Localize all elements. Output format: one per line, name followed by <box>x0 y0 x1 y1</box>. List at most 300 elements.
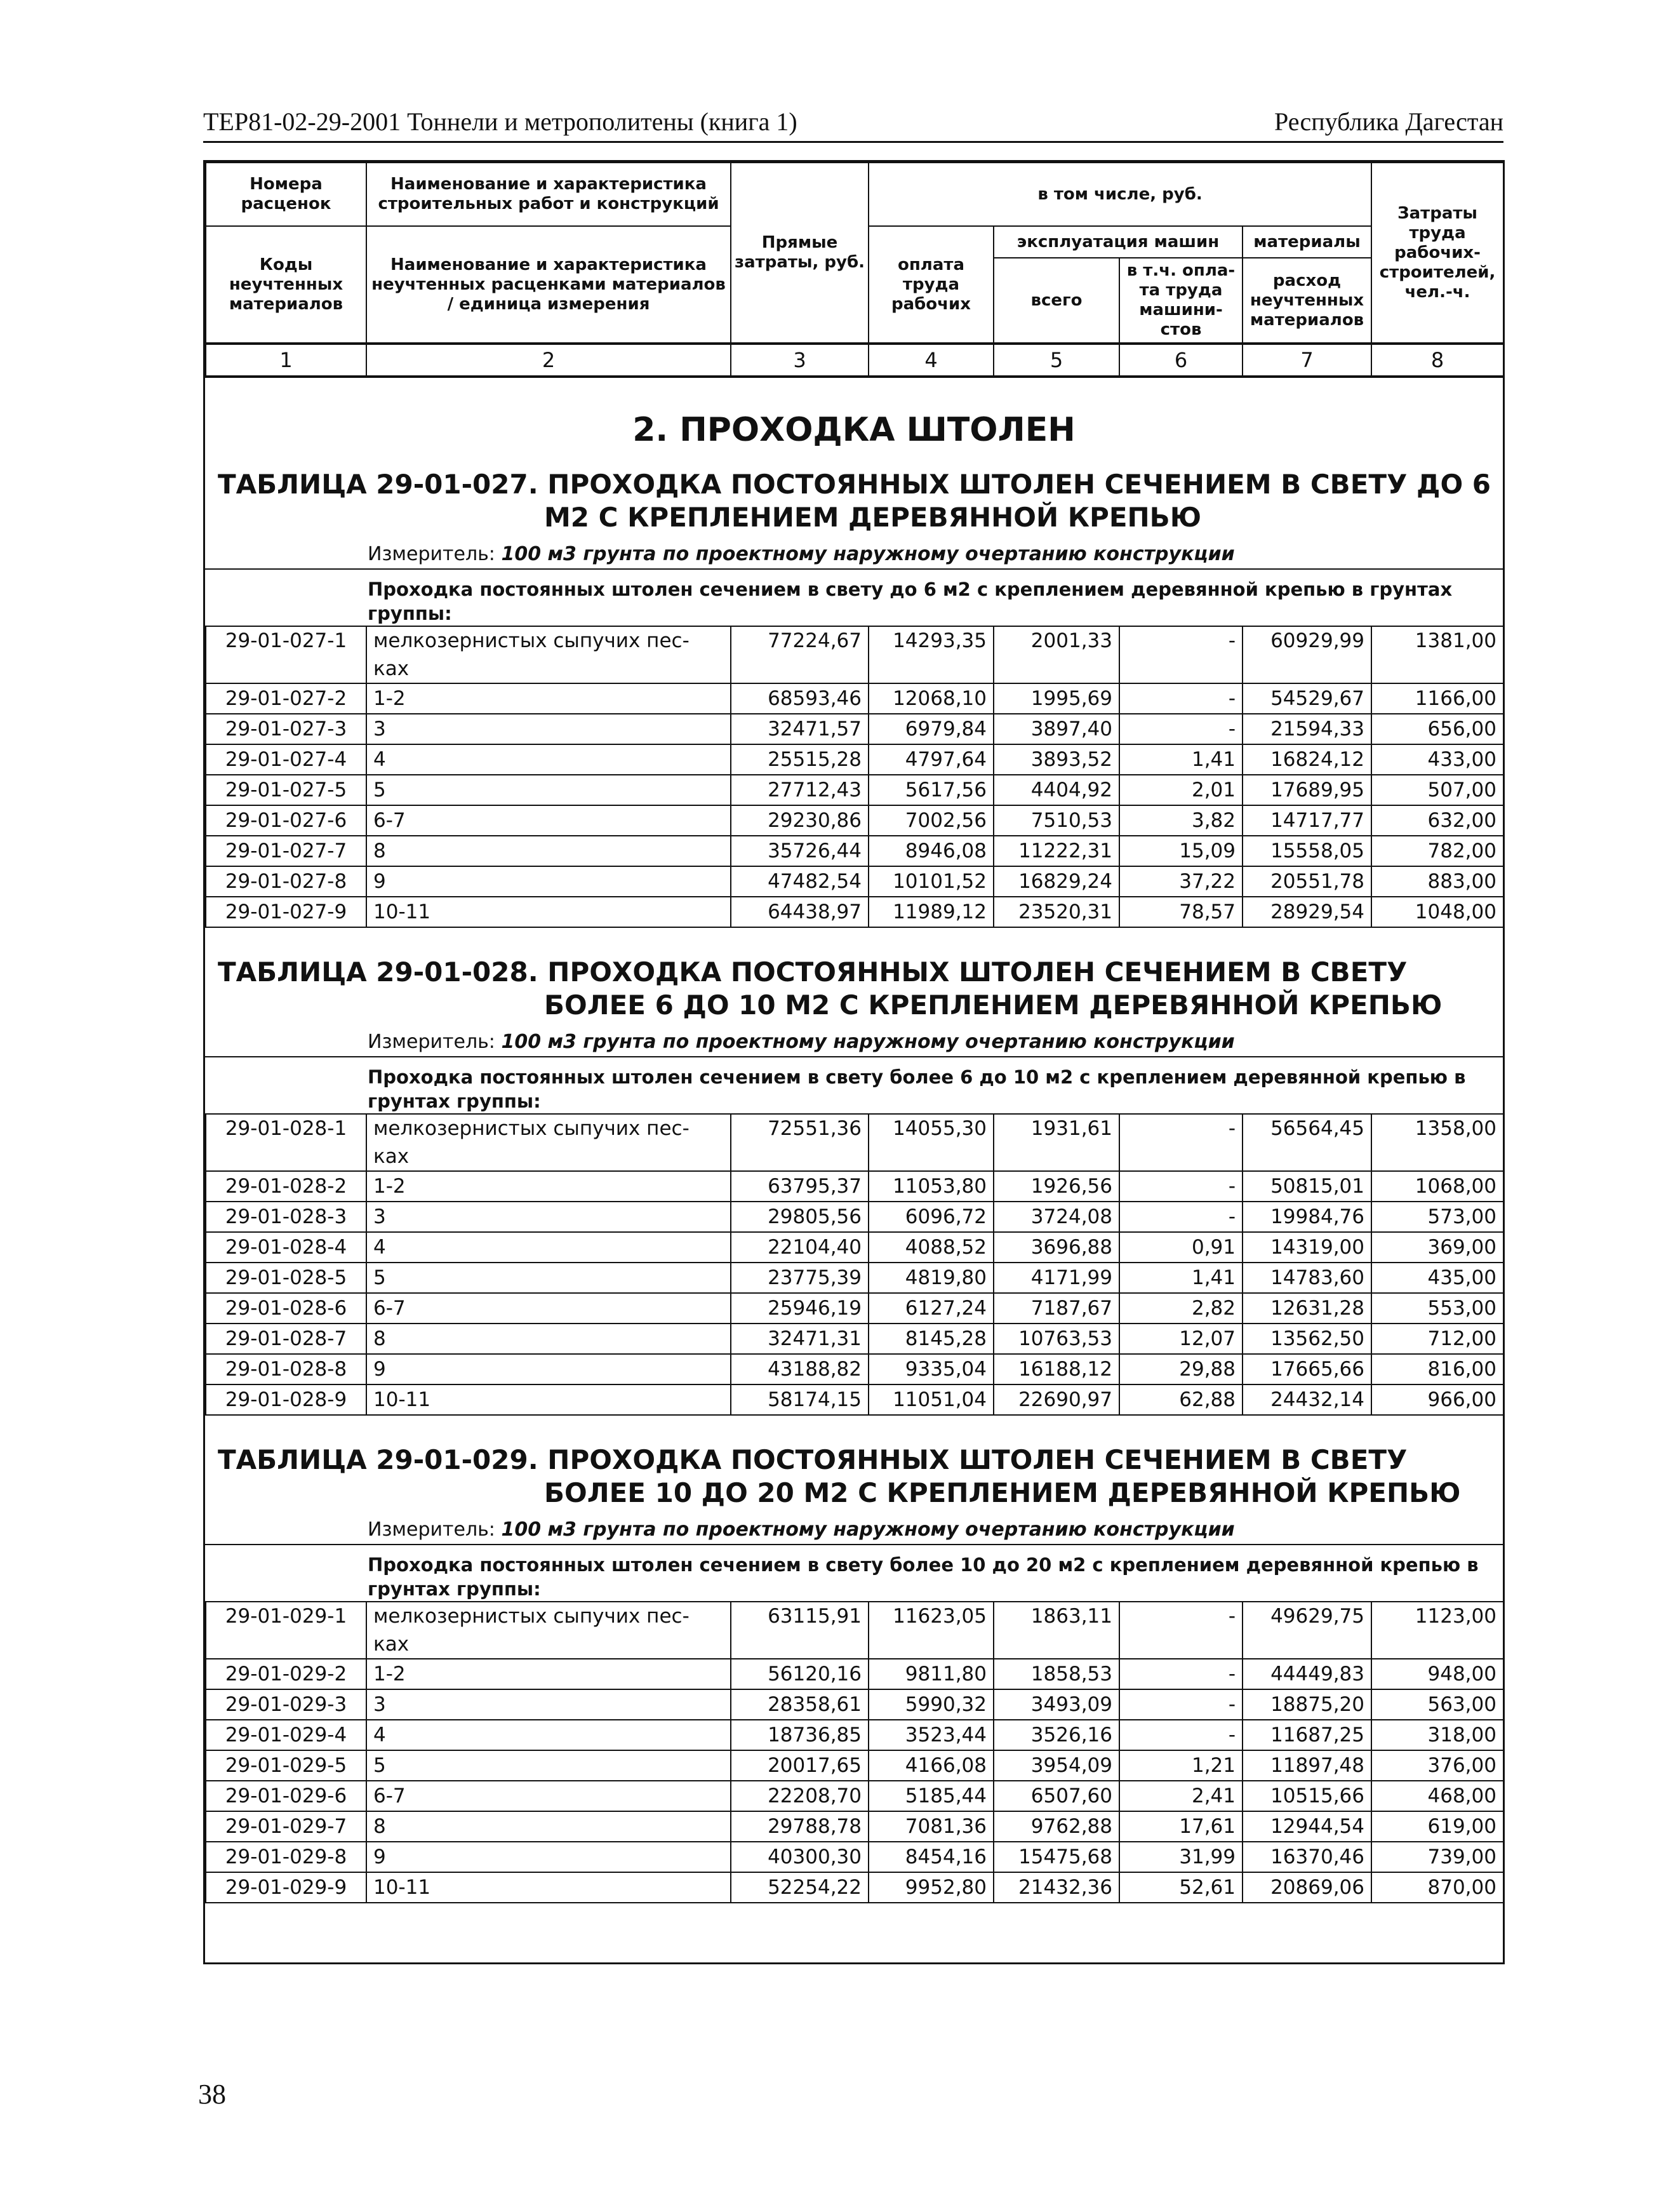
soil-group-cell: 9 <box>366 1354 731 1384</box>
measure-value: 100 м3 грунта по проектному наружному очертанию конструкции <box>501 1031 1235 1053</box>
value-cell-c3: 47482,54 <box>731 866 869 897</box>
table-row <box>206 1202 1503 1232</box>
value-cell-c3: 68593,46 <box>731 683 869 714</box>
value-cell-c4: 5990,32 <box>869 1689 994 1720</box>
soil-group-cell: 5 <box>366 1263 731 1293</box>
value-cell-c7: 13562,50 <box>1243 1324 1371 1354</box>
value-cell-c6: 29,88 <box>1119 1354 1243 1384</box>
table-row <box>206 836 1503 866</box>
soil-group-cell: 6-7 <box>366 805 731 836</box>
value-cell-c6: 2,41 <box>1119 1781 1243 1811</box>
value-cell-c8: 376,00 <box>1371 1750 1503 1781</box>
value-cell-c8: 318,00 <box>1371 1720 1503 1750</box>
table-row <box>206 1171 1503 1202</box>
table-title-line-1: ТАБЛИЦА 29-01-027. ПРОХОДКА ПОСТОЯННЫХ ШТОЛЕН СЕЧЕНИЕМ В СВЕТУ ДО 6 <box>218 469 1491 500</box>
col2-header-bottom: Наименование и характеристика неучтенных расценками материалов / единица измерения <box>366 226 731 344</box>
value-cell-c8: 739,00 <box>1371 1842 1503 1872</box>
group-description: Проходка постоянных штолен сечением в свету более 10 до 20 м2 с креплением деревянной крепью в грунтах группы: <box>205 1544 1503 1601</box>
value-cell-c6: - <box>1119 1114 1243 1171</box>
table-row <box>206 1602 1503 1659</box>
rate-code-cell: 29-01-027-7 <box>206 836 366 866</box>
value-cell-c4: 5185,44 <box>869 1781 994 1811</box>
rates-table <box>205 1113 1504 1416</box>
rates-sheet <box>203 160 1505 1964</box>
col3-header: Прямые затраты, руб. <box>731 163 869 344</box>
value-cell-c8: 563,00 <box>1371 1689 1503 1720</box>
value-cell-c7: 60929,99 <box>1243 626 1371 683</box>
value-cell-c8: 507,00 <box>1371 775 1503 805</box>
rate-code-cell: 29-01-027-2 <box>206 683 366 714</box>
rate-code-cell: 29-01-028-3 <box>206 1202 366 1232</box>
rate-code-cell: 29-01-029-4 <box>206 1720 366 1750</box>
soil-group-cell: 3 <box>366 1689 731 1720</box>
value-cell-c3: 29230,86 <box>731 805 869 836</box>
table-row <box>206 1324 1503 1354</box>
value-cell-c7: 50815,01 <box>1243 1171 1371 1202</box>
value-cell-c4: 9335,04 <box>869 1354 994 1384</box>
value-cell-c4: 11989,12 <box>869 897 994 927</box>
value-cell-c7: 11897,48 <box>1243 1750 1371 1781</box>
rate-table-block <box>205 956 1503 1416</box>
value-cell-c6: 15,09 <box>1119 836 1243 866</box>
value-cell-c5: 1863,11 <box>994 1602 1119 1659</box>
value-cell-c6: 2,82 <box>1119 1293 1243 1324</box>
col-number: 2 <box>366 344 731 377</box>
value-cell-c5: 3493,09 <box>994 1689 1119 1720</box>
value-cell-c8: 435,00 <box>1371 1263 1503 1293</box>
col4-header: оплата труда рабочих <box>869 226 994 344</box>
col5-header: всего <box>994 258 1119 344</box>
rate-code-cell: 29-01-028-4 <box>206 1232 366 1263</box>
rate-code-cell: 29-01-027-9 <box>206 897 366 927</box>
col7-header: расход неучтенных материалов <box>1243 258 1371 344</box>
table-row <box>206 1384 1503 1415</box>
value-cell-c5: 2001,33 <box>994 626 1119 683</box>
value-cell-c3: 29788,78 <box>731 1811 869 1842</box>
value-cell-c8: 1048,00 <box>1371 897 1503 927</box>
table-row <box>206 683 1503 714</box>
soil-group-cell: 8 <box>366 836 731 866</box>
soil-group-cell: 6-7 <box>366 1293 731 1324</box>
value-cell-c4: 8454,16 <box>869 1842 994 1872</box>
value-cell-c3: 63795,37 <box>731 1171 869 1202</box>
table-row <box>206 897 1503 927</box>
value-cell-c5: 9762,88 <box>994 1811 1119 1842</box>
value-cell-c7: 18875,20 <box>1243 1689 1371 1720</box>
page-header <box>203 107 1503 143</box>
value-cell-c6: 12,07 <box>1119 1324 1243 1354</box>
value-cell-c5: 3526,16 <box>994 1720 1119 1750</box>
rate-tables <box>205 468 1503 1903</box>
table-row <box>206 626 1503 683</box>
rate-code-cell: 29-01-028-5 <box>206 1263 366 1293</box>
soil-group-cell: 1-2 <box>366 1171 731 1202</box>
table-title <box>218 1444 1503 1510</box>
rate-code-cell: 29-01-029-3 <box>206 1689 366 1720</box>
soil-group-cell: 10-11 <box>366 1384 731 1415</box>
value-cell-c5: 4171,99 <box>994 1263 1119 1293</box>
measure-label: Измеритель: <box>368 1031 495 1053</box>
value-cell-c6: - <box>1119 1171 1243 1202</box>
rate-code-cell: 29-01-028-1 <box>206 1114 366 1171</box>
value-cell-c3: 32471,57 <box>731 714 869 744</box>
rate-code-cell: 29-01-029-1 <box>206 1602 366 1659</box>
table-row <box>206 1114 1503 1171</box>
value-cell-c8: 1123,00 <box>1371 1602 1503 1659</box>
value-cell-c6: 2,01 <box>1119 775 1243 805</box>
rate-code-cell: 29-01-029-6 <box>206 1781 366 1811</box>
value-cell-c8: 816,00 <box>1371 1354 1503 1384</box>
page-number: 38 <box>198 2079 226 2110</box>
value-cell-c8: 468,00 <box>1371 1781 1503 1811</box>
rate-code-cell: 29-01-028-6 <box>206 1293 366 1324</box>
col-number: 4 <box>869 344 994 377</box>
soil-group-cell: 8 <box>366 1811 731 1842</box>
value-cell-c8: 712,00 <box>1371 1324 1503 1354</box>
materials-header: материалы <box>1243 226 1371 258</box>
value-cell-c6: - <box>1119 1202 1243 1232</box>
rate-code-cell: 29-01-029-5 <box>206 1750 366 1781</box>
value-cell-c4: 8145,28 <box>869 1324 994 1354</box>
table-row <box>206 1354 1503 1384</box>
rate-code-cell: 29-01-027-5 <box>206 775 366 805</box>
rate-code-cell: 29-01-028-7 <box>206 1324 366 1354</box>
value-cell-c8: 1381,00 <box>1371 626 1503 683</box>
value-cell-c5: 21432,36 <box>994 1872 1119 1903</box>
table-row <box>206 805 1503 836</box>
col-number: 7 <box>1243 344 1371 377</box>
value-cell-c5: 3696,88 <box>994 1232 1119 1263</box>
measure-value: 100 м3 грунта по проектному наружному очертанию конструкции <box>501 1518 1235 1541</box>
table-title-line-2: М2 С КРЕПЛЕНИЕМ ДЕРЕВЯННОЙ КРЕПЬЮ <box>544 502 1201 533</box>
value-cell-c6: 52,61 <box>1119 1872 1243 1903</box>
value-cell-c7: 16824,12 <box>1243 744 1371 775</box>
value-cell-c5: 1858,53 <box>994 1659 1119 1689</box>
value-cell-c4: 11053,80 <box>869 1171 994 1202</box>
value-cell-c7: 10515,66 <box>1243 1781 1371 1811</box>
value-cell-c5: 3893,52 <box>994 744 1119 775</box>
machines-header: эксплуатация машин <box>994 226 1243 258</box>
included-header: в том числе, руб. <box>869 163 1371 226</box>
table-row <box>206 714 1503 744</box>
value-cell-c7: 12944,54 <box>1243 1811 1371 1842</box>
table-row <box>206 1842 1503 1872</box>
column-header <box>205 162 1504 378</box>
value-cell-c4: 6127,24 <box>869 1293 994 1324</box>
table-row <box>206 1659 1503 1689</box>
value-cell-c5: 1995,69 <box>994 683 1119 714</box>
table-row <box>206 866 1503 897</box>
value-cell-c4: 12068,10 <box>869 683 994 714</box>
col-number: 5 <box>994 344 1119 377</box>
value-cell-c4: 4797,64 <box>869 744 994 775</box>
value-cell-c3: 28358,61 <box>731 1689 869 1720</box>
value-cell-c7: 11687,25 <box>1243 1720 1371 1750</box>
table-row <box>206 744 1503 775</box>
col-number: 3 <box>731 344 869 377</box>
table-row <box>206 775 1503 805</box>
value-cell-c5: 10763,53 <box>994 1324 1119 1354</box>
value-cell-c6: 78,57 <box>1119 897 1243 927</box>
value-cell-c3: 18736,85 <box>731 1720 869 1750</box>
value-cell-c6: 3,82 <box>1119 805 1243 836</box>
rate-code-cell: 29-01-028-9 <box>206 1384 366 1415</box>
soil-group-cell: 6-7 <box>366 1781 731 1811</box>
group-description: Проходка постоянных штолен сечением в свету до 6 м2 с креплением деревянной крепью в грунтах группы: <box>205 568 1503 626</box>
value-cell-c6: 1,21 <box>1119 1750 1243 1781</box>
soil-group-cell: 9 <box>366 1842 731 1872</box>
measure-label: Измеритель: <box>368 543 495 565</box>
value-cell-c6: - <box>1119 626 1243 683</box>
col2-header-top: Наименование и характеристика строительных работ и конструкций <box>366 163 731 226</box>
value-cell-c6: - <box>1119 1659 1243 1689</box>
value-cell-c4: 4819,80 <box>869 1263 994 1293</box>
value-cell-c4: 6096,72 <box>869 1202 994 1232</box>
value-cell-c4: 7081,36 <box>869 1811 994 1842</box>
rate-code-cell: 29-01-029-7 <box>206 1811 366 1842</box>
value-cell-c7: 15558,05 <box>1243 836 1371 866</box>
rate-code-cell: 29-01-027-6 <box>206 805 366 836</box>
value-cell-c7: 28929,54 <box>1243 897 1371 927</box>
soil-group-cell: 4 <box>366 744 731 775</box>
soil-group-cell: 1-2 <box>366 1659 731 1689</box>
soil-group-cell: 5 <box>366 775 731 805</box>
value-cell-c4: 14055,30 <box>869 1114 994 1171</box>
rate-code-cell: 29-01-028-8 <box>206 1354 366 1384</box>
value-cell-c8: 632,00 <box>1371 805 1503 836</box>
value-cell-c5: 22690,97 <box>994 1384 1119 1415</box>
section-title: 2. ПРОХОДКА ШТОЛЕН <box>632 411 1076 449</box>
value-cell-c5: 1931,61 <box>994 1114 1119 1171</box>
value-cell-c3: 40300,30 <box>731 1842 869 1872</box>
value-cell-c7: 20551,78 <box>1243 866 1371 897</box>
measure-unit <box>368 1516 1503 1544</box>
value-cell-c4: 5617,56 <box>869 775 994 805</box>
table-title <box>218 468 1503 534</box>
value-cell-c3: 23775,39 <box>731 1263 869 1293</box>
col-number: 1 <box>206 344 366 377</box>
value-cell-c3: 32471,31 <box>731 1324 869 1354</box>
table-row <box>206 1689 1503 1720</box>
value-cell-c4: 3523,44 <box>869 1720 994 1750</box>
value-cell-c3: 22208,70 <box>731 1781 869 1811</box>
value-cell-c4: 4088,52 <box>869 1232 994 1263</box>
col6-header: в т.ч. опла-та труда машини-стов <box>1119 258 1243 344</box>
value-cell-c3: 64438,97 <box>731 897 869 927</box>
value-cell-c3: 63115,91 <box>731 1602 869 1659</box>
soil-group-cell: 10-11 <box>366 897 731 927</box>
value-cell-c3: 77224,67 <box>731 626 869 683</box>
rate-code-cell: 29-01-028-2 <box>206 1171 366 1202</box>
value-cell-c3: 35726,44 <box>731 836 869 866</box>
value-cell-c3: 27712,43 <box>731 775 869 805</box>
value-cell-c3: 72551,36 <box>731 1114 869 1171</box>
table-title <box>218 956 1503 1022</box>
group-description: Проходка постоянных штолен сечением в свету более 6 до 10 м2 с креплением деревянной крепью в грунтах группы: <box>205 1056 1503 1113</box>
value-cell-c5: 3724,08 <box>994 1202 1119 1232</box>
rate-code-cell: 29-01-029-2 <box>206 1659 366 1689</box>
value-cell-c6: - <box>1119 1602 1243 1659</box>
value-cell-c5: 15475,68 <box>994 1842 1119 1872</box>
value-cell-c3: 43188,82 <box>731 1354 869 1384</box>
value-cell-c4: 6979,84 <box>869 714 994 744</box>
table-title-line-1: ТАБЛИЦА 29-01-028. ПРОХОДКА ПОСТОЯННЫХ ШТОЛЕН СЕЧЕНИЕМ В СВЕТУ <box>218 956 1408 988</box>
region-name: Республика Дагестан <box>1274 107 1503 136</box>
rate-code-cell: 29-01-029-8 <box>206 1842 366 1872</box>
value-cell-c5: 16829,24 <box>994 866 1119 897</box>
value-cell-c8: 1166,00 <box>1371 683 1503 714</box>
value-cell-c7: 24432,14 <box>1243 1384 1371 1415</box>
rate-code-cell: 29-01-027-4 <box>206 744 366 775</box>
rate-table-block <box>205 1444 1503 1903</box>
value-cell-c4: 9811,80 <box>869 1659 994 1689</box>
measure-label: Измеритель: <box>368 1518 495 1541</box>
col1-header-top: Номера расценок <box>206 163 366 226</box>
table-title-line-1: ТАБЛИЦА 29-01-029. ПРОХОДКА ПОСТОЯННЫХ ШТОЛЕН СЕЧЕНИЕМ В СВЕТУ <box>218 1444 1408 1475</box>
value-cell-c8: 369,00 <box>1371 1232 1503 1263</box>
value-cell-c4: 4166,08 <box>869 1750 994 1781</box>
document-title: ТЕР81-02-29-2001 Тоннели и метрополитены (книга 1) <box>203 107 797 136</box>
table-row <box>206 1781 1503 1811</box>
value-cell-c7: 14717,77 <box>1243 805 1371 836</box>
value-cell-c7: 54529,67 <box>1243 683 1371 714</box>
soil-group-cell: 3 <box>366 714 731 744</box>
rate-code-cell: 29-01-029-9 <box>206 1872 366 1903</box>
soil-group-cell: 10-11 <box>366 1872 731 1903</box>
value-cell-c6: - <box>1119 683 1243 714</box>
value-cell-c5: 1926,56 <box>994 1171 1119 1202</box>
value-cell-c8: 782,00 <box>1371 836 1503 866</box>
value-cell-c8: 553,00 <box>1371 1293 1503 1324</box>
value-cell-c7: 14783,60 <box>1243 1263 1371 1293</box>
soil-group-cell: мелкозернистых сыпучих пес-ках <box>366 1114 731 1171</box>
value-cell-c5: 7187,67 <box>994 1293 1119 1324</box>
measure-unit <box>368 1028 1503 1056</box>
value-cell-c7: 56564,45 <box>1243 1114 1371 1171</box>
value-cell-c5: 16188,12 <box>994 1354 1119 1384</box>
col-number: 8 <box>1371 344 1503 377</box>
value-cell-c6: 37,22 <box>1119 866 1243 897</box>
value-cell-c4: 14293,35 <box>869 626 994 683</box>
value-cell-c3: 58174,15 <box>731 1384 869 1415</box>
soil-group-cell: мелкозернистых сыпучих пес-ках <box>366 1602 731 1659</box>
value-cell-c5: 4404,92 <box>994 775 1119 805</box>
measure-unit <box>368 540 1503 568</box>
value-cell-c8: 883,00 <box>1371 866 1503 897</box>
rate-code-cell: 29-01-027-3 <box>206 714 366 744</box>
measure-value: 100 м3 грунта по проектному наружному очертанию конструкции <box>501 543 1235 565</box>
value-cell-c7: 21594,33 <box>1243 714 1371 744</box>
col8-header: Затраты труда рабочих-строителей, чел.-ч. <box>1371 163 1503 344</box>
table-row <box>206 1720 1503 1750</box>
value-cell-c8: 573,00 <box>1371 1202 1503 1232</box>
value-cell-c7: 17665,66 <box>1243 1354 1371 1384</box>
value-cell-c8: 966,00 <box>1371 1384 1503 1415</box>
table-row <box>206 1872 1503 1903</box>
value-cell-c8: 433,00 <box>1371 744 1503 775</box>
value-cell-c7: 44449,83 <box>1243 1659 1371 1689</box>
value-cell-c7: 17689,95 <box>1243 775 1371 805</box>
col-number: 6 <box>1119 344 1243 377</box>
value-cell-c6: 0,91 <box>1119 1232 1243 1263</box>
value-cell-c8: 948,00 <box>1371 1659 1503 1689</box>
value-cell-c4: 11623,05 <box>869 1602 994 1659</box>
value-cell-c4: 7002,56 <box>869 805 994 836</box>
value-cell-c6: 62,88 <box>1119 1384 1243 1415</box>
value-cell-c8: 619,00 <box>1371 1811 1503 1842</box>
value-cell-c3: 22104,40 <box>731 1232 869 1263</box>
soil-group-cell: 3 <box>366 1202 731 1232</box>
rates-table <box>205 1601 1504 1903</box>
table-row <box>206 1750 1503 1781</box>
soil-group-cell: мелкозернистых сыпучих пес-ках <box>366 626 731 683</box>
soil-group-cell: 5 <box>366 1750 731 1781</box>
value-cell-c3: 52254,22 <box>731 1872 869 1903</box>
value-cell-c4: 11051,04 <box>869 1384 994 1415</box>
value-cell-c8: 1358,00 <box>1371 1114 1503 1171</box>
value-cell-c8: 1068,00 <box>1371 1171 1503 1202</box>
value-cell-c5: 23520,31 <box>994 897 1119 927</box>
soil-group-cell: 4 <box>366 1720 731 1750</box>
value-cell-c7: 14319,00 <box>1243 1232 1371 1263</box>
value-cell-c7: 49629,75 <box>1243 1602 1371 1659</box>
value-cell-c6: - <box>1119 1689 1243 1720</box>
rate-table-block <box>205 468 1503 928</box>
value-cell-c6: 1,41 <box>1119 744 1243 775</box>
table-title-line-2: БОЛЕЕ 10 ДО 20 М2 С КРЕПЛЕНИЕМ ДЕРЕВЯННОЙ КРЕПЬЮ <box>544 1477 1461 1508</box>
table-row <box>206 1263 1503 1293</box>
value-cell-c6: 17,61 <box>1119 1811 1243 1842</box>
value-cell-c5: 3954,09 <box>994 1750 1119 1781</box>
value-cell-c4: 8946,08 <box>869 836 994 866</box>
soil-group-cell: 1-2 <box>366 683 731 714</box>
value-cell-c3: 56120,16 <box>731 1659 869 1689</box>
value-cell-c5: 11222,31 <box>994 836 1119 866</box>
value-cell-c8: 870,00 <box>1371 1872 1503 1903</box>
value-cell-c5: 7510,53 <box>994 805 1119 836</box>
value-cell-c4: 10101,52 <box>869 866 994 897</box>
rates-table <box>205 626 1504 928</box>
soil-group-cell: 8 <box>366 1324 731 1354</box>
value-cell-c6: - <box>1119 714 1243 744</box>
rate-code-cell: 29-01-027-8 <box>206 866 366 897</box>
value-cell-c3: 29805,56 <box>731 1202 869 1232</box>
table-row <box>206 1293 1503 1324</box>
column-numbers-row <box>206 344 1503 377</box>
value-cell-c3: 25946,19 <box>731 1293 869 1324</box>
value-cell-c3: 20017,65 <box>731 1750 869 1781</box>
col1-header-bottom: Коды неучтенных материалов <box>206 226 366 344</box>
table-row <box>206 1811 1503 1842</box>
soil-group-cell: 4 <box>366 1232 731 1263</box>
soil-group-cell: 9 <box>366 866 731 897</box>
value-cell-c7: 16370,46 <box>1243 1842 1371 1872</box>
table-title-line-2: БОЛЕЕ 6 ДО 10 М2 С КРЕПЛЕНИЕМ ДЕРЕВЯННОЙ КРЕПЬЮ <box>544 989 1443 1021</box>
value-cell-c6: 31,99 <box>1119 1842 1243 1872</box>
value-cell-c7: 19984,76 <box>1243 1202 1371 1232</box>
value-cell-c7: 20869,06 <box>1243 1872 1371 1903</box>
value-cell-c3: 25515,28 <box>731 744 869 775</box>
value-cell-c7: 12631,28 <box>1243 1293 1371 1324</box>
value-cell-c6: - <box>1119 1720 1243 1750</box>
value-cell-c5: 3897,40 <box>994 714 1119 744</box>
value-cell-c5: 6507,60 <box>994 1781 1119 1811</box>
value-cell-c6: 1,41 <box>1119 1263 1243 1293</box>
table-row <box>206 1232 1503 1263</box>
value-cell-c8: 656,00 <box>1371 714 1503 744</box>
value-cell-c4: 9952,80 <box>869 1872 994 1903</box>
rate-code-cell: 29-01-027-1 <box>206 626 366 683</box>
